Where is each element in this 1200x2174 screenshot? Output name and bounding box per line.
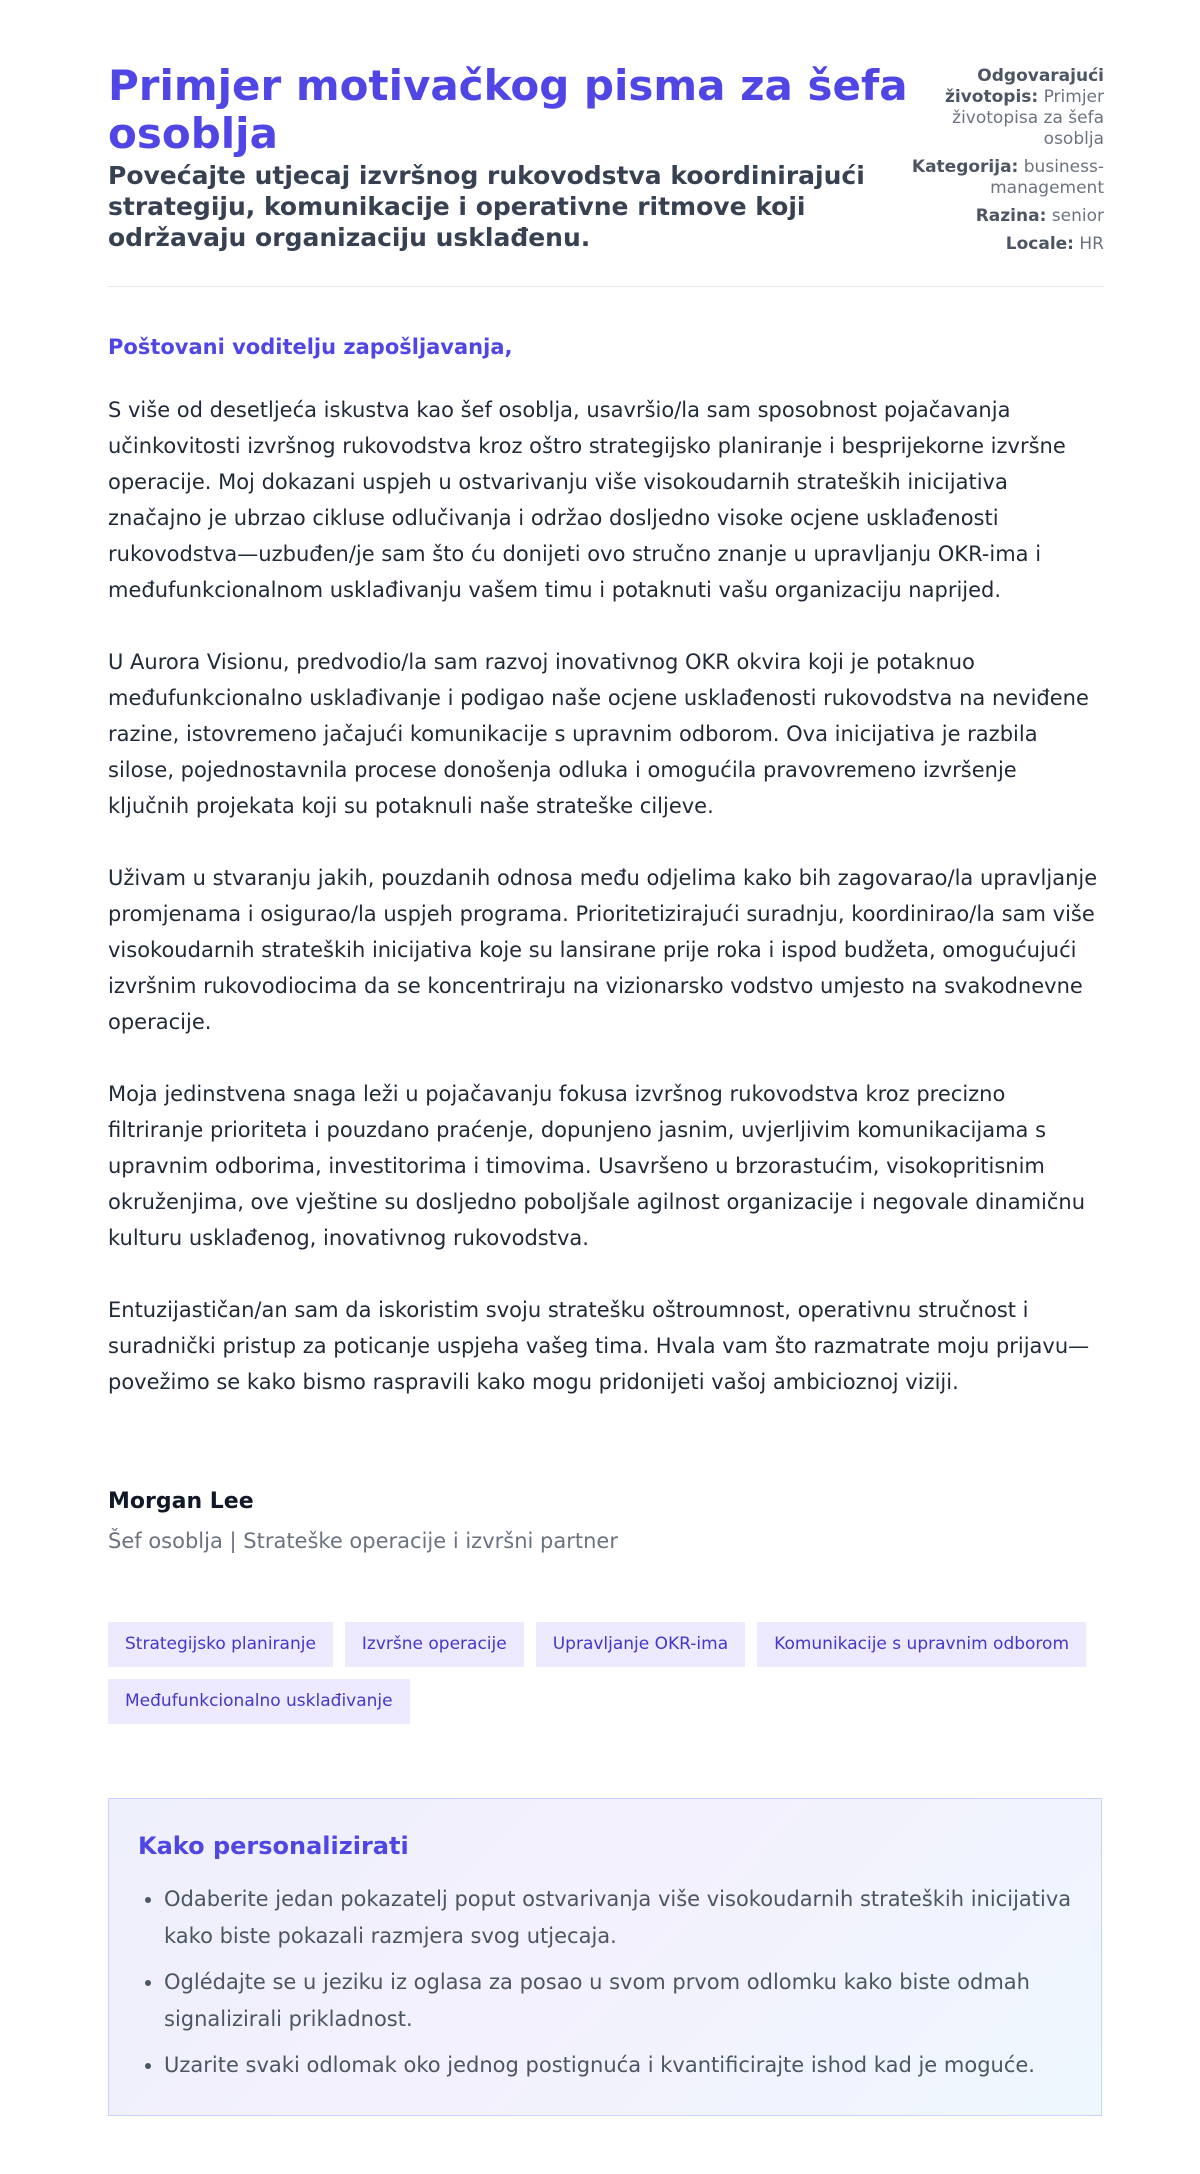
signature-title: Šef osoblja | Strateške operacije i izvršni partner <box>108 1529 618 1553</box>
meta-panel <box>889 66 1104 262</box>
meta-resume-value: Primjer životopisa za šefa osoblja <box>952 87 1104 149</box>
letter-paragraph: U Aurora Visionu, predvodio/la sam razvoj inovativnog OKR okvira koji je potaknuo međufunkcionalno usklađivanje i podigao naše ocjene usklađenosti rukovodstva na neviđene razine, istovremeno jačajući komunikacije s upravnim odborom. Ova inicijativa je razbila silose, pojednostavnila procese donošenja odluka i omogućila pravovremeno izvršenje ključnih projekata koji su potaknuli naše strateške ciljeve. <box>108 650 1089 818</box>
meta-locale-label: Locale: <box>1005 234 1074 254</box>
meta-resume-label: Odgovarajući životopis: <box>944 66 1104 107</box>
meta-category-value: business-management <box>990 157 1104 198</box>
signature-block <box>108 1486 1104 1556</box>
meta-locale <box>889 234 1104 255</box>
letter-paragraph: Moja jedinstvena snaga leži u pojačavanju fokusa izvršnog rukovodstva kroz precizno filtriranje prioriteta i pouzdano praćenje, dopunjeno jasnim, uvjerljivim komunikacijama s upravnim odborima, investitorima i timovima. Usavršeno u brzorastućim, visokopritisnim okruženjima, ove vještine su dosljedno poboljšale agilnost organizacije i negovale dinamičnu kulturu usklađenog, inovativnog rukovodstva. <box>108 1082 1086 1250</box>
skill-tag[interactable]: Upravljanje OKR-ima <box>536 1622 745 1667</box>
personalization-tips-panel <box>108 1798 1102 2116</box>
meta-resume <box>889 66 1104 150</box>
tips-list <box>164 1881 1084 2093</box>
meta-level <box>889 206 1104 227</box>
meta-level-value: senior <box>1051 206 1104 226</box>
header-divider <box>108 286 1104 287</box>
meta-level-label: Razina: <box>975 206 1047 226</box>
tips-title: Kako personalizirati <box>138 1832 409 1860</box>
signature-name: Morgan Lee <box>108 1489 254 1514</box>
page-subtitle: Povećajte utjecaj izvršnog rukovodstva koordinirajući strategiju, komunikacije i operativne ritmove koji održavaju organizaciju usklađenu. <box>108 161 865 252</box>
page-title: Primjer motivačkog pisma za šefa osoblja <box>108 61 908 158</box>
letter-body <box>108 330 1104 1436</box>
tip-item: • Odaberite jedan pokazatelj poput ostvarivanja više visokoudarnih strateških inicijativa kako biste pokazali razmjera svog utjecaja. <box>164 1881 1084 1955</box>
skill-tags <box>108 1622 1104 1724</box>
meta-category-label: Kategorija: <box>911 157 1019 177</box>
tip-item: • Oglédajte se u jeziku iz oglasa za posao u svom prvom odlomku kako biste odmah signalizirali prikladnost. <box>164 1964 1084 2038</box>
skill-tag[interactable]: Strategijsko planiranje <box>108 1622 333 1667</box>
tip-item: • Uzarite svaki odlomak oko jednog postignuća i kvantificirajte ishod kad je moguće. <box>164 2047 1084 2084</box>
skill-tag[interactable]: Izvršne operacije <box>345 1622 524 1667</box>
skill-tag[interactable]: Komunikacije s upravnim odborom <box>757 1622 1086 1667</box>
meta-locale-value: HR <box>1079 234 1104 254</box>
meta-category <box>889 157 1104 199</box>
letter-paragraph: Uživam u stvaranju jakih, pouzdanih odnosa među odjelima kako bih zagovarao/la upravljanje promjenama i osigurao/la uspjeh programa. Prioritetizirajući suradnju, koordinirao/la sam više visokoudarnih strateških inicijativa koje su lansirane prije roka i ispod budžeta, omogućujući izvršnim rukovodiocima da se koncentriraju na vizionarsko vodstvo umjesto na svakodnevne operacije. <box>108 866 1098 1034</box>
skill-tag[interactable]: Međufunkcionalno usklađivanje <box>108 1679 410 1724</box>
salutation: Poštovani voditelju zapošljavanja, <box>108 335 513 359</box>
letter-paragraph: S više od desetljeća iskustva kao šef osoblja, usavršio/la sam sposobnost pojačavanja učinkovitosti izvršnog rukovodstva kroz oštro strategijsko planiranje i besprijekorne izvršne operacije. Moj dokazani uspjeh u ostvarivanju više visokoudarnih strateških inicijativa značajno je ubrzao cikluse odlučivanja i održao dosljedno visoke ocjene usklađenosti rukovodstva—uzbuđen/je sam što ću donijeti ovo stručno znanje u upravljanju OKR-ima i međufunkcionalnom usklađivanju vašem timu i potaknuti vašu organizaciju naprijed. <box>108 398 1066 602</box>
letter-paragraph: Entuzijastičan/an sam da iskoristim svoju stratešku oštroumnost, operativnu stručnost i suradnički pristup za poticanje uspjeha vašeg tima. Hvala vam što razmatrate moju prijavu—povežimo se kako bismo raspravili kako mogu pridonijeti vašoj ambicioznoj viziji. <box>108 1298 1090 1394</box>
